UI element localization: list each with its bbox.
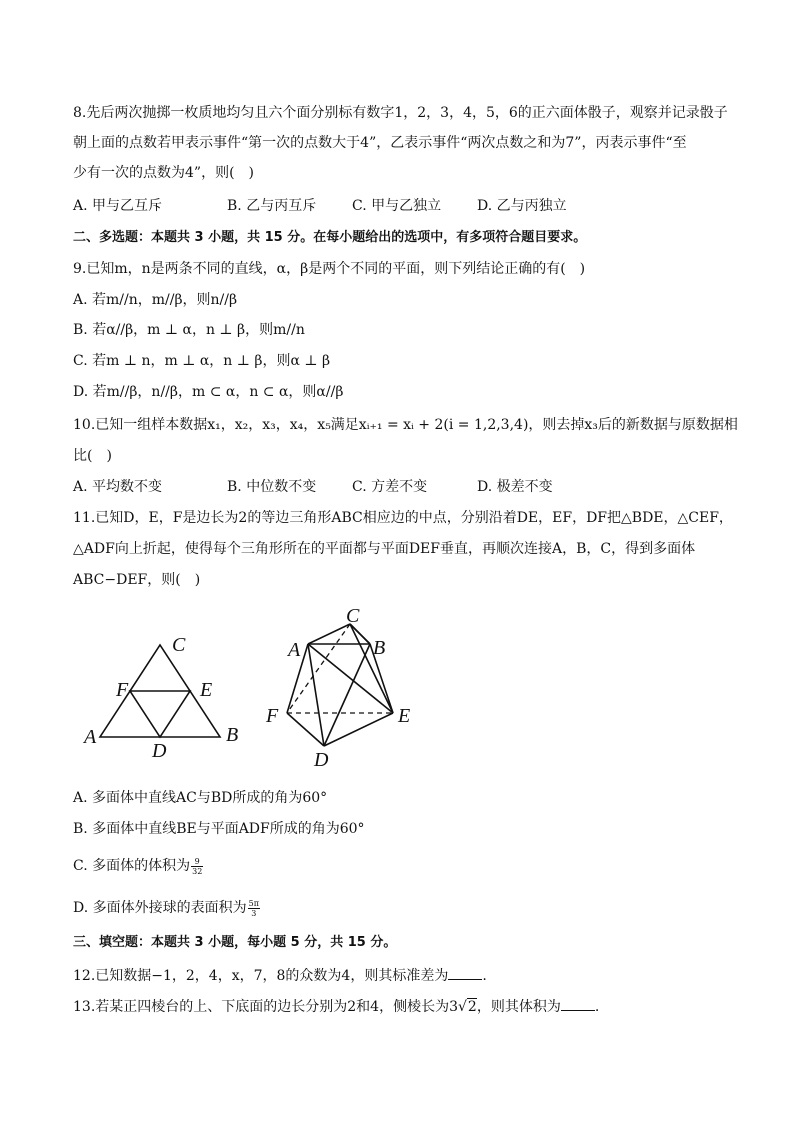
q13-text-2: ，则其体积为 (476, 999, 561, 1015)
q9-option-a: A. 若m//n，m//β，则n//β (73, 292, 238, 308)
fig1-label-a: A (84, 726, 97, 748)
fig2-label-d: D (314, 749, 329, 771)
fig1-label-d: D (152, 740, 167, 760)
q10-option-a: A. 平均数不变 (73, 479, 163, 495)
fig2-label-a: A (288, 639, 301, 661)
q8-option-d: D. 乙与丙独立 (477, 198, 567, 214)
q13 (73, 996, 599, 1017)
q11-line-1: 11.已知D，E，F是边长为2的等边三角形ABC相应边的中点，分别沿着DE，EF，DF把△BDE，△CEF， (73, 510, 733, 526)
q12-text: 12.已知数据−1，2，4，x，7，8的众数为4，则其标准差为 (73, 968, 449, 984)
q8-option-a: A. 甲与乙互斥 (73, 198, 163, 214)
q13-answer-blank[interactable] (561, 996, 595, 1011)
fig2-label-c: C (346, 606, 360, 627)
q12 (73, 965, 487, 986)
q10-option-b: B. 中位数不变 (227, 479, 317, 495)
q11-option-c-text: C. 多面体的体积为 (73, 858, 191, 874)
fraction-numerator: 9 (191, 857, 203, 867)
figure-polyhedron (262, 606, 422, 771)
q9-stem: 9.已知m，n是两条不同的直线，α，β是两个不同的平面，则下列结论正确的有( ) (73, 261, 586, 277)
q11-option-c-fraction (191, 857, 203, 876)
triangle-def (130, 691, 190, 737)
q10-stem: 10.已知一组样本数据x₁，x₂，x₃，x₄，x₅满足xᵢ₊₁ = xᵢ + 2(i = 1,2,3,4)，则去掉x₃后的新数据与原数据相 (73, 417, 738, 433)
q8-option-c: C. 甲与乙独立 (352, 198, 442, 214)
q9-option-c: C. 若m ⊥ n，m ⊥ α，n ⊥ β，则α ⊥ β (73, 353, 331, 369)
q13-text: 13.若某正四棱台的上、下底面的边长分别为2和4，侧棱长为3 (73, 999, 458, 1015)
q10-stem-2: 比( ) (73, 448, 112, 464)
q11-option-b: B. 多面体中直线BE与平面ADF所成的角为60° (73, 821, 365, 837)
q12-answer-blank[interactable] (448, 965, 482, 980)
q11-option-c (73, 856, 203, 876)
sqrt-symbol: √2 (458, 999, 477, 1015)
q11-line-3: ABC−DEF，则( ) (73, 572, 201, 588)
q8-line-3: 少有一次的点数为4”，则( ) (73, 165, 254, 181)
q11-option-a: A. 多面体中直线AC与BD所成的角为60° (73, 790, 328, 806)
q12-period: . (482, 968, 487, 984)
q10-option-d: D. 极差不变 (477, 479, 553, 495)
q9-option-d: D. 若m//β，n//β，m ⊂ α，n ⊂ α，则α//β (73, 384, 344, 400)
q13-period: . (594, 999, 600, 1015)
section-3-heading: 三、填空题：本题共 3 小题，每小题 5 分，共 15 分。 (73, 935, 397, 950)
fig1-label-c: C (172, 634, 186, 656)
q11-line-2: △ADF向上折起，使得每个三角形所在的平面都与平面DEF垂直，再顺次连接A，B，C，得到多面体 (73, 541, 696, 557)
q8-line-1: 8.先后两次抛掷一枚质地均匀且六个面分别标有数字1，2，3，4，5，6的正六面体骰子，观察并记录骰子 (73, 105, 728, 121)
fraction-denominator: 32 (192, 866, 203, 876)
fig1-label-e: E (200, 679, 213, 701)
section-2-heading: 二、多选题：本题共 3 小题，共 15 分。在每小题给出的选项中，有多项符合题目要求。 (73, 230, 587, 245)
fraction-denominator: 3 (251, 908, 257, 918)
q11-option-d (73, 898, 260, 918)
q9-option-b: B. 若α//β，m ⊥ α，n ⊥ β，则m//n (73, 322, 305, 338)
fraction-numerator: 5π (248, 898, 259, 908)
figure-flat-triangle (80, 625, 250, 760)
fig2-label-e: E (398, 705, 411, 727)
fig2-label-b: B (373, 637, 386, 659)
q11-option-d-fraction (248, 899, 260, 918)
q8-option-b: B. 乙与丙互斥 (227, 198, 317, 214)
fig2-label-f: F (266, 705, 279, 727)
fig1-label-b: B (226, 724, 239, 746)
q8-line-2: 朝上面的点数若甲表示事件“第一次的点数大于4”，乙表示事件“两次点数之和为7”，丙表示事件“至 (73, 135, 687, 151)
q11-option-d-text: D. 多面体外接球的表面积为 (73, 900, 247, 916)
q10-option-c: C. 方差不变 (352, 479, 428, 495)
fig1-label-f: F (116, 679, 129, 701)
sqrt-radicand: 2 (467, 999, 477, 1015)
